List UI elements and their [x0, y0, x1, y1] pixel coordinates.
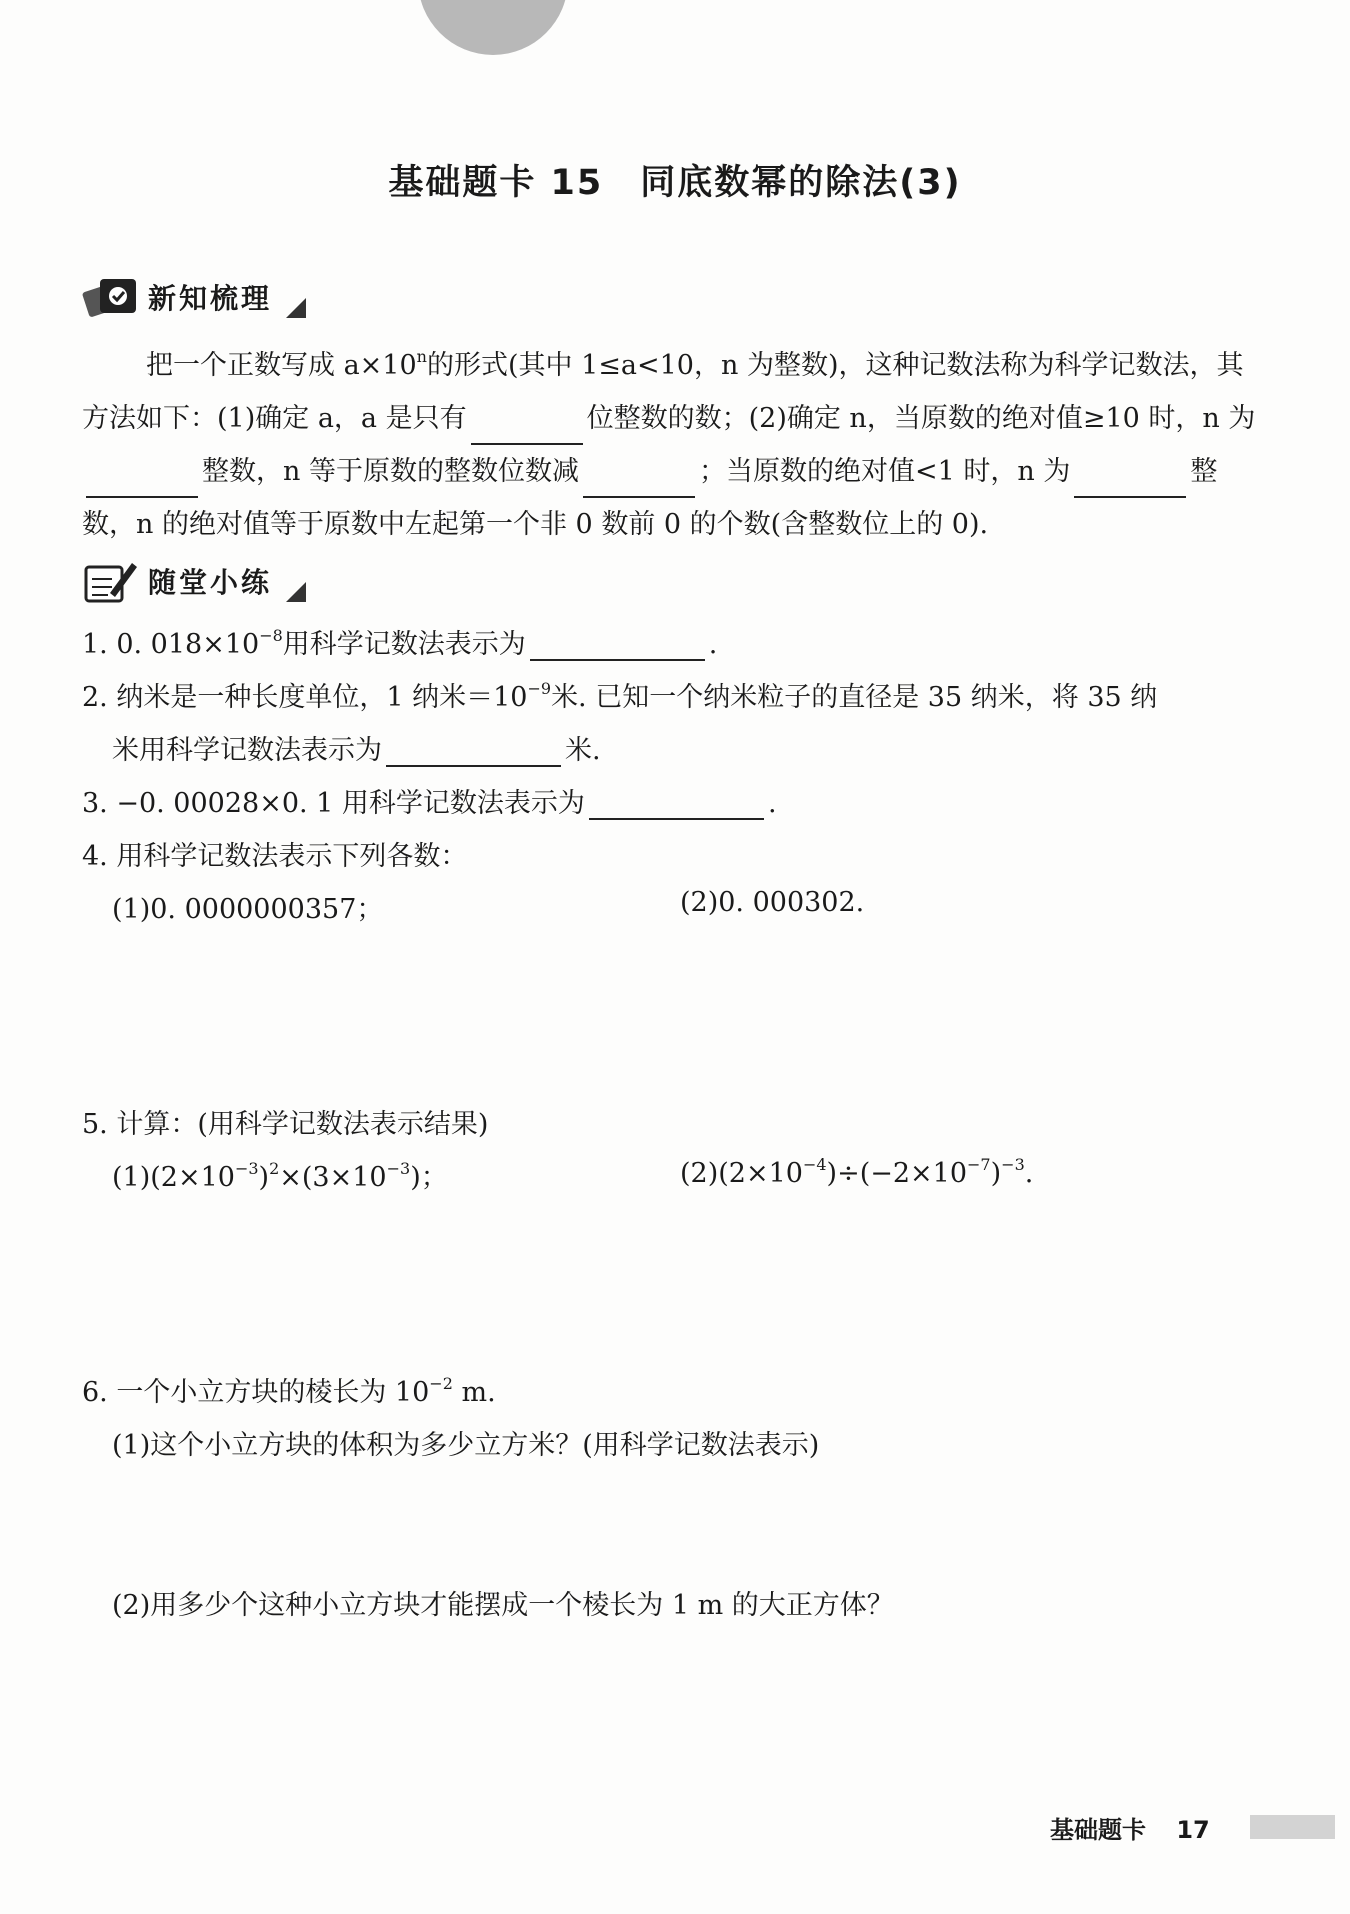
- answer-blank-q3[interactable]: [589, 788, 764, 820]
- question-5-part-1: [112, 1155, 448, 1194]
- page-number: 17: [1176, 1816, 1210, 1844]
- knowledge-text-6: 整数，n 的绝对值等于原数中左起第一个非 0 数前 0 的个数(含整数位上的 0).: [82, 456, 1218, 540]
- q5-p2-text-2: )÷(−2×10: [826, 1158, 968, 1189]
- question-6-part-1: (1)这个小立方块的体积为多少立方米？(用科学记数法表示): [112, 1430, 820, 1461]
- question-4-part-2: (2)0. 000302.: [680, 887, 865, 918]
- answer-blank-4[interactable]: [1074, 466, 1186, 498]
- answer-blank-3[interactable]: [583, 466, 695, 498]
- answer-blank-1[interactable]: [471, 413, 583, 445]
- knowledge-text-4: 整数，n 等于原数的整数位数减: [202, 456, 579, 487]
- question-2-cont: [112, 728, 601, 767]
- question-4: 4. 用科学记数法表示下列各数：: [82, 841, 468, 872]
- q3-end: .: [767, 788, 777, 819]
- section-new-knowledge: [82, 272, 306, 322]
- triangle-icon: [286, 582, 306, 602]
- question-1: [82, 622, 717, 661]
- pen-paper-icon: [82, 557, 140, 605]
- knowledge-text-3: 位整数的数；(2)确定 n，当原数的绝对值≥10 时，n 为: [586, 403, 1256, 434]
- q5-p2-text: (2)(2×10: [680, 1158, 803, 1189]
- footer-label: 基础题卡: [1050, 1816, 1146, 1844]
- question-6: [82, 1370, 496, 1409]
- q2-text-3: 米用科学记数法表示为: [112, 735, 382, 766]
- q1-end: .: [708, 629, 718, 660]
- q5-p2-text-4: .: [1024, 1158, 1034, 1189]
- q2-text: 2. 纳米是一种长度单位，1 纳米＝10: [82, 682, 528, 713]
- exponent: −4: [802, 1155, 827, 1174]
- question-6-part-2: (2)用多少个这种小立方块才能摆成一个棱长为 1 m 的大正方体？: [112, 1590, 894, 1621]
- question-2: [82, 675, 1157, 714]
- question-3: [82, 781, 777, 820]
- question-5: 5. 计算：(用科学记数法表示结果): [82, 1109, 489, 1140]
- exponent: −8: [259, 626, 283, 645]
- q1-text: 1. 0. 018×10: [82, 629, 260, 660]
- q3-text: 3. −0. 00028×0. 1 用科学记数法表示为: [82, 788, 585, 819]
- knowledge-text-5: ；当原数的绝对值<1 时，n 为: [698, 456, 1071, 487]
- page-title: 基础题卡 15 同底数幂的除法(3): [388, 163, 962, 203]
- answer-blank-q1[interactable]: [530, 629, 705, 661]
- exponent: −2: [429, 1374, 453, 1393]
- q2-end: 米.: [565, 735, 601, 766]
- q1-text-2: 用科学记数法表示为: [282, 629, 526, 660]
- q5-p1-text: (1)(2×10: [112, 1162, 235, 1193]
- exponent: 2: [269, 1159, 280, 1178]
- answer-blank-q2[interactable]: [386, 735, 561, 767]
- section-label: 随堂小练: [148, 566, 273, 599]
- knowledge-text-1: 把一个正数写成 a×10: [146, 350, 417, 381]
- knowledge-text-2: 的形式(其中 1≤a<10，n 为整数)，这种记数法称为科学记数法，其方法如下：(1)确定 a，a 是只有: [82, 350, 1244, 434]
- q5-p1-text-2: ): [258, 1162, 270, 1193]
- q5-p1-text-4: )；: [410, 1162, 448, 1193]
- q2-text-2: 米. 已知一个纳米粒子的直径是 35 纳米，将 35 纳: [551, 682, 1158, 713]
- knowledge-paragraph: [82, 330, 1262, 551]
- question-5-part-2: [680, 1155, 1033, 1189]
- question-4-part-1: (1)0. 0000000357；: [112, 894, 384, 925]
- exponent: −7: [967, 1155, 991, 1174]
- exponent: −9: [527, 679, 552, 698]
- top-decoration: [418, 0, 568, 55]
- exponent: n: [416, 347, 427, 366]
- card-icon: [82, 273, 140, 321]
- triangle-icon: [286, 298, 306, 318]
- section-label: 新知梳理: [148, 282, 273, 315]
- exponent: −3: [234, 1159, 259, 1178]
- page-footer: [1050, 1810, 1210, 1845]
- exponent: −3: [386, 1159, 411, 1178]
- q6-text-2: m.: [452, 1377, 496, 1408]
- q5-p1-text-3: ×(3×10: [279, 1162, 387, 1193]
- q5-p2-text-3: ): [990, 1158, 1002, 1189]
- answer-blank-2[interactable]: [86, 466, 198, 498]
- exponent: −3: [1001, 1155, 1025, 1174]
- footer-decoration: [1250, 1815, 1335, 1839]
- q6-text: 6. 一个小立方块的棱长为 10: [82, 1377, 430, 1408]
- section-practice: [82, 556, 306, 606]
